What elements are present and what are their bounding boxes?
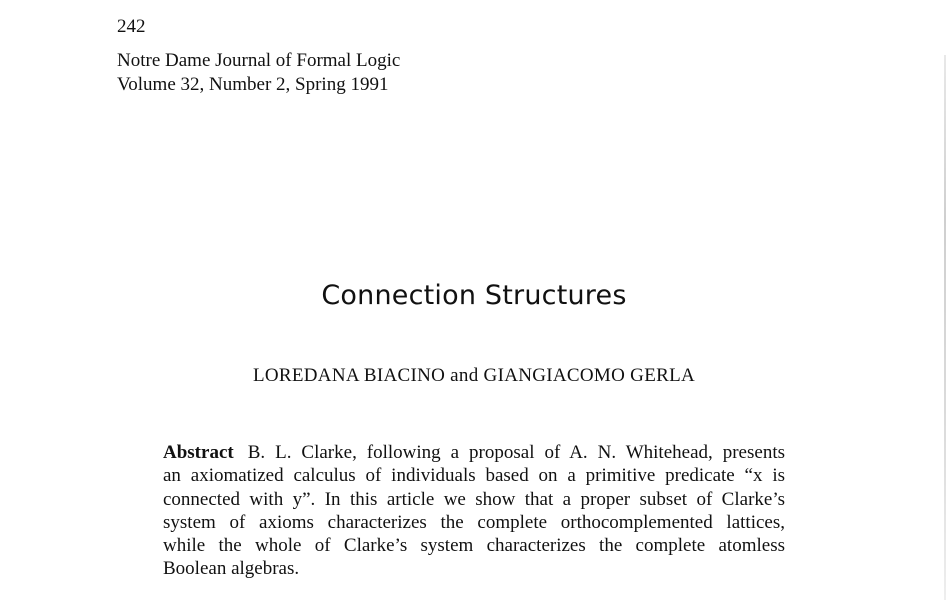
journal-header xyxy=(117,49,400,97)
page-edge-shadow xyxy=(944,55,946,600)
journal-name: Notre Dame Journal of Formal Logic xyxy=(117,50,401,71)
abstract-line: while the whole of Clarke’s system characterizes the complete atomless xyxy=(163,535,785,557)
abstract-line: an axiomatized calculus of individuals based on a primitive predicate “x is xyxy=(163,465,785,487)
abstract-line: connected with y”. In this article we show that a proper subset of Clarke’s xyxy=(163,488,785,510)
abstract-label: Abstract xyxy=(163,442,234,463)
page-number: 242 xyxy=(117,16,146,37)
abstract-line: system of axioms characterizes the complete orthocomplemented lattices, xyxy=(163,511,785,533)
abstract-block xyxy=(163,441,785,581)
abstract-line xyxy=(163,441,785,464)
abstract-line: Boolean algebras. xyxy=(163,558,300,580)
article-title: Connection Structures xyxy=(321,280,627,311)
article-authors: LOREDANA BIACINO and GIANGIACOMO GERLA xyxy=(252,365,696,386)
journal-issue: Volume 32, Number 2, Spring 1991 xyxy=(117,74,389,95)
abstract-line-text: B. L. Clarke, following a proposal of A. N. Whitehead, presents xyxy=(247,442,785,463)
